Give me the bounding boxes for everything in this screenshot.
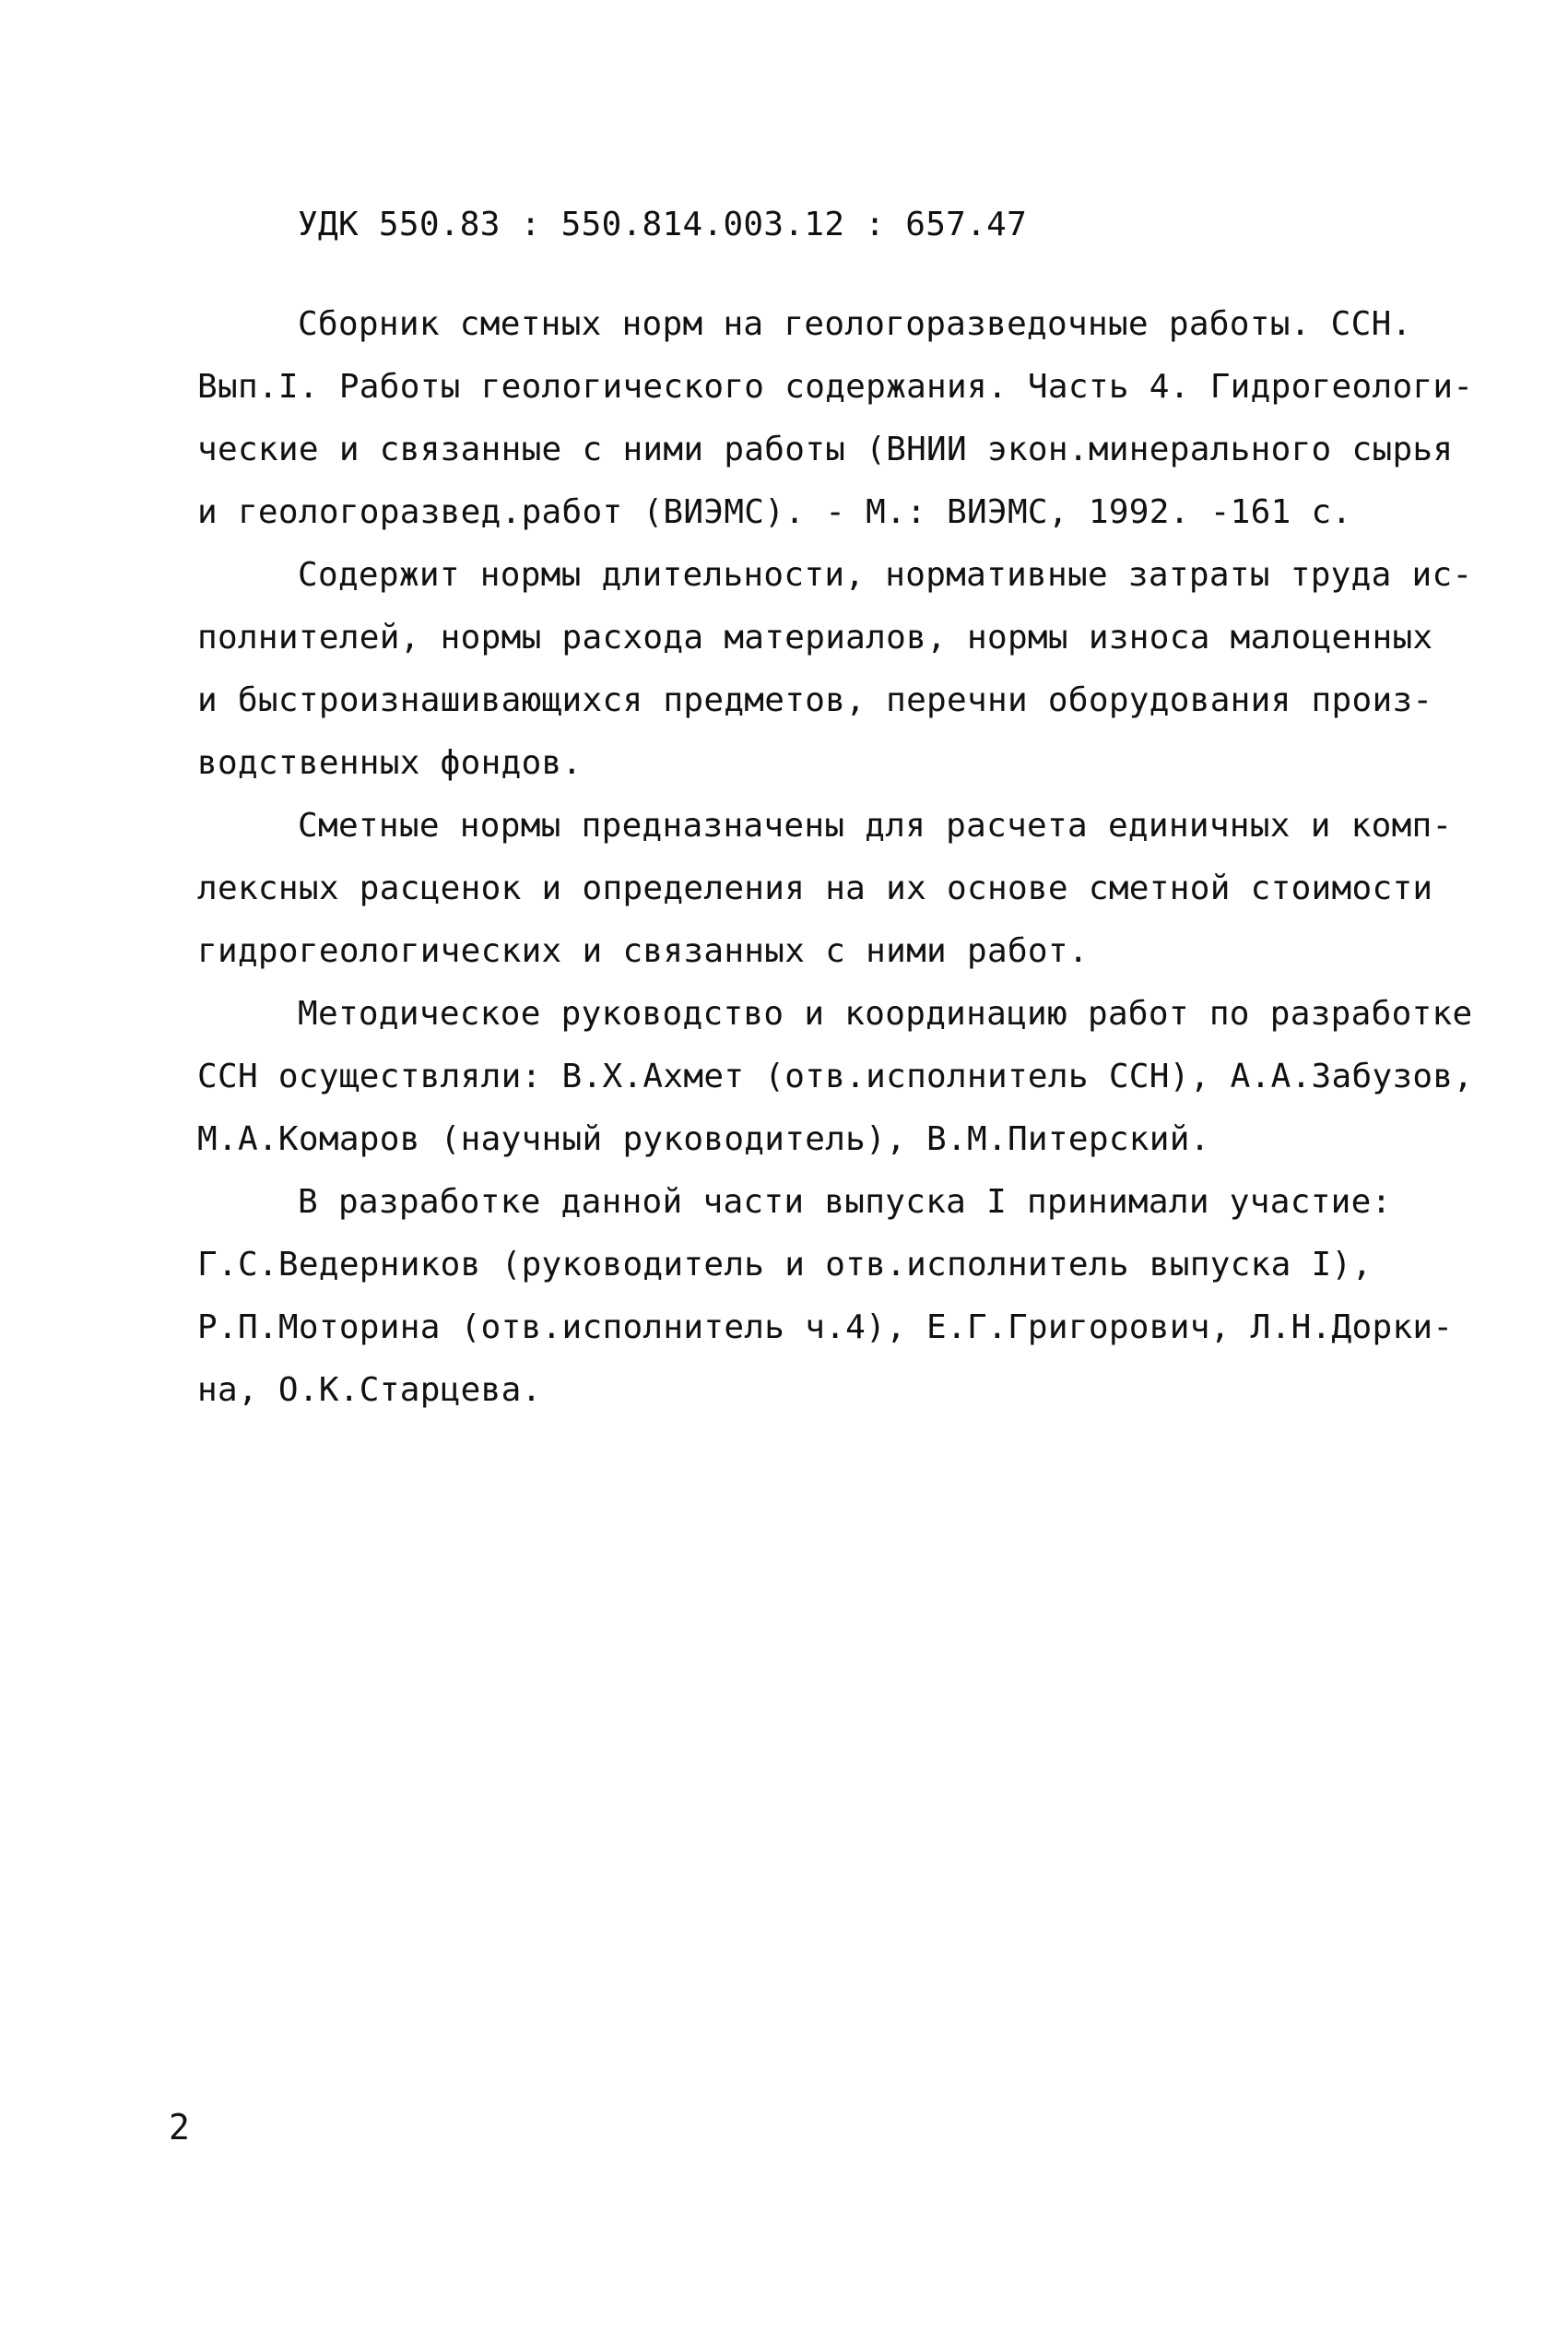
paragraph-5-line-3: Р.П.Моторина (отв.исполнитель ч.4), Е.Г.Григорович, Л.Н.Дорки- (197, 1308, 1454, 1346)
paragraph-1-line-1: Сборник сметных норм на геологоразведочные работы. ССН. (298, 305, 1412, 343)
paragraph-5-line-2: Г.С.Ведерников (руководитель и отв.исполнитель выпуска I), (197, 1246, 1373, 1284)
paragraph-3-line-1: Сметные нормы предназначены для расчета единичных и комп- (298, 807, 1453, 845)
paragraph-3-line-3: гидрогеологических и связанных с ними работ. (197, 932, 1089, 970)
paragraph-1-line-3: ческие и связанные с ними работы (ВНИИ экон.минерального сырья (197, 431, 1454, 468)
paragraph-1-line-2: Вып.I. Работы геологического содержания. Часть 4. Гидрогеологи- (197, 368, 1474, 406)
paragraph-2-line-3: и быстроизнашивающихся предметов, перечни оборудования произ- (197, 681, 1433, 719)
paragraph-1-line-4: и геологоразвед.работ (ВИЭМС). - М.: ВИЭМС, 1992. -161 с. (197, 493, 1352, 531)
paragraph-4-line-3: М.А.Комаров (научный руководитель), В.М.Питерский. (197, 1120, 1210, 1158)
paragraph-2-line-1: Содержит нормы длительности, нормативные затраты труда ис- (298, 556, 1473, 594)
paragraph-2-line-2: полнителей, нормы расхода материалов, нормы износа малоценных (197, 619, 1433, 657)
paragraph-4-line-1: Методическое руководство и координацию работ по разработке (298, 995, 1473, 1033)
page-number: 2 (169, 2107, 190, 2148)
paragraph-5-line-4: на, О.К.Старцева. (197, 1371, 542, 1409)
paragraph-4-line-2: ССН осуществляли: В.Х.Ахмет (отв.исполнитель ССН), А.А.Забузов, (197, 1058, 1474, 1095)
udk-classification: УДК 550.83 : 550.814.003.12 : 657.47 (298, 206, 1028, 243)
paragraph-2-line-4: водственных фондов. (197, 744, 583, 782)
paragraph-5-line-1: В разработке данной части выпуска I принимали участие: (298, 1183, 1392, 1221)
paragraph-3-line-2: лексных расценок и определения на их основе сметной стоимости (197, 870, 1433, 907)
